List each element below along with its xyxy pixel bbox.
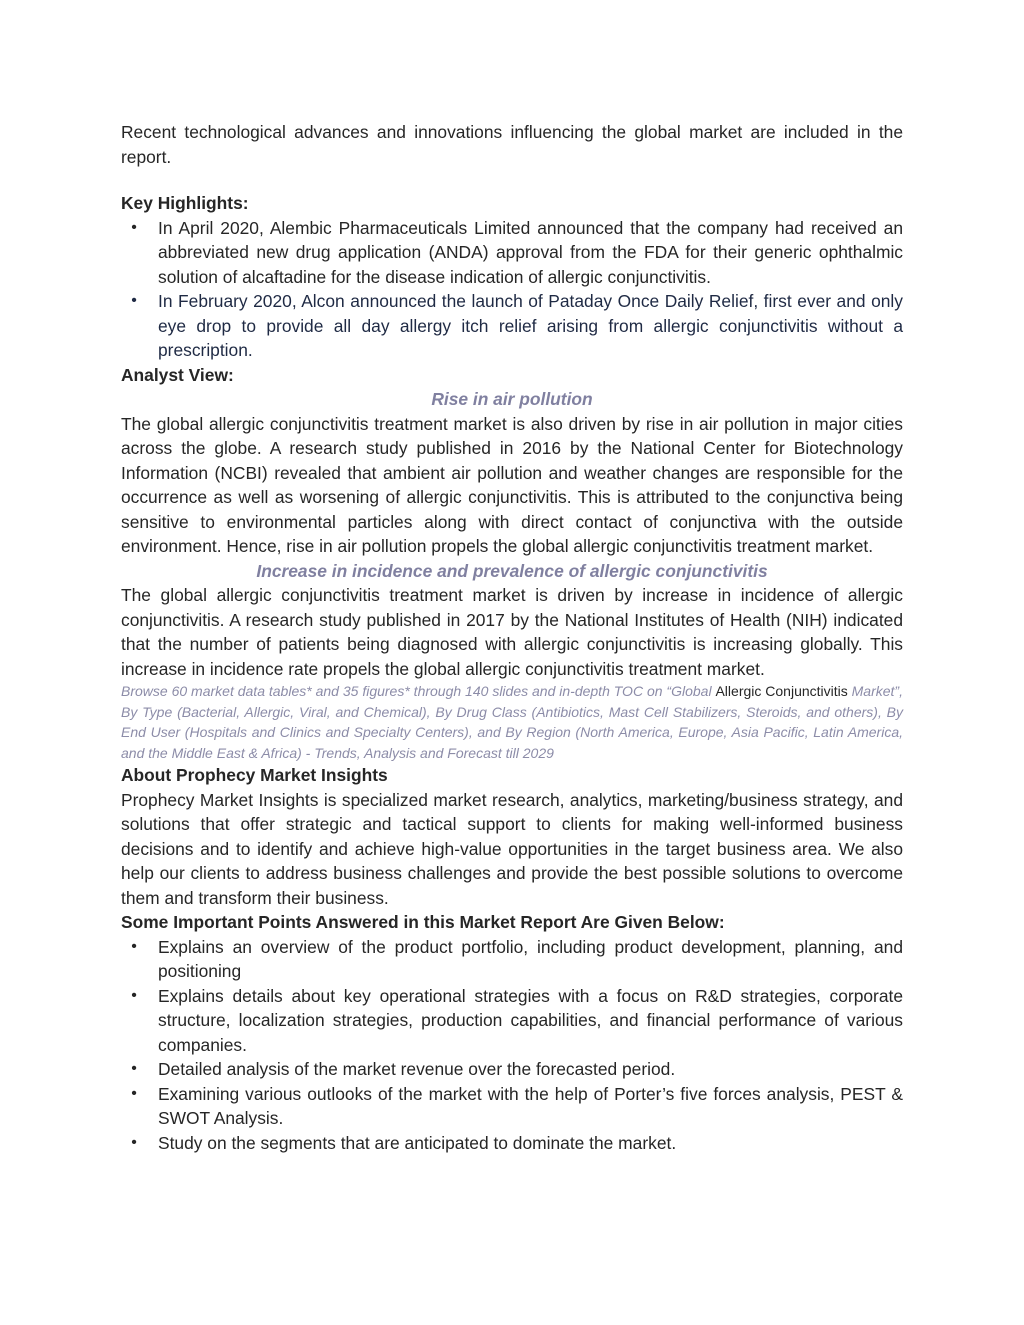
list-item-text: In April 2020, Alembic Pharmaceuticals Limited announced that the company had received an abbreviated new drug application (ANDA) approval from the FDA for their generic ophthalmic solution of alcaftadine for the disease indication of allergic conjunctivitis. bbox=[158, 217, 903, 287]
document-content bbox=[121, 120, 903, 1155]
list-item-text: In February 2020, Alcon announced the launch of Pataday Once Daily Relief, first ever and only eye drop to provide all day allergy itch relief arising from allergic conjunctivitis without a prescription. bbox=[158, 291, 903, 360]
bullet-icon: • bbox=[131, 1084, 137, 1102]
intro-paragraph: Recent technological advances and innovations influencing the global market are included in the report. bbox=[121, 122, 903, 167]
list-item-text: Explains an overview of the product portfolio, including product development, planning, and positioning bbox=[158, 936, 903, 981]
bullet-icon: • bbox=[131, 1133, 137, 1151]
browse-text-part1: Browse 60 market data tables* and 35 figures* through 140 slides and in-depth TOC on “Global bbox=[121, 683, 716, 699]
section-body-incidence: The global allergic conjunctivitis treatment market is driven by increase in incidence of allergic conjunctivitis. A research study published in 2017 by the National Institutes of Health (NIH) indicated that the number of patients being diagnosed with allergic conjunctivitis is increasing globally. This increase in incidence rate propels the global allergic conjunctivitis treatment market. bbox=[121, 585, 903, 679]
list-item bbox=[121, 1057, 903, 1082]
section-body-air-pollution: The global allergic conjunctivitis treatment market is also driven by rise in air pollution in major cities across the globe. A research study published in 2016 by the National Center for Biotechnology Information (NCBI) revealed that ambient air pollution and weather changes are responsible for the occurrence as well as worsening of allergic conjunctivitis. This is attributed to the conjunctiva being sensitive to environmental particles along with direct contact of conjunctiva with the outside environment. Hence, rise in air pollution propels the global allergic conjunctivitis treatment market. bbox=[121, 413, 903, 556]
important-points-list bbox=[121, 935, 903, 1156]
list-item-text: Detailed analysis of the market revenue over the forecasted period. bbox=[158, 1059, 676, 1079]
bullet-icon: • bbox=[131, 218, 137, 236]
browse-text-part3: Market”, By Type (Bacterial, Allergic, Viral, and Chemical), By Drug Class (Antibiotics, Mast Cell Stabilizers, Steroids, and others), By End User (Hospitals and Clinics and Specialty Centers), and By Region (North America, Europe, Asia Pacific, Latin America, and the Middle East & Africa) - Trends, Analysis and Forecast till 2029 bbox=[121, 683, 903, 761]
bullet-icon: • bbox=[131, 986, 137, 1004]
key-highlights-list bbox=[121, 216, 903, 363]
bullet-icon: • bbox=[131, 937, 137, 955]
list-item bbox=[121, 1131, 903, 1156]
analyst-view-heading: Analyst View: bbox=[121, 364, 234, 385]
list-item bbox=[121, 984, 903, 1058]
bullet-icon: • bbox=[131, 1060, 137, 1077]
list-item-text: Examining various outlooks of the market with the help of Porter’s five forces analysis, PEST & SWOT Analysis. bbox=[158, 1083, 903, 1128]
list-item bbox=[121, 289, 903, 363]
browse-report-note bbox=[121, 681, 903, 763]
list-item bbox=[121, 216, 903, 290]
browse-report-link: Allergic Conjunctivitis bbox=[715, 683, 848, 699]
section-title-air-pollution: Rise in air pollution bbox=[431, 389, 593, 409]
key-highlights-heading: Key Highlights: bbox=[121, 193, 249, 213]
list-item-text: Study on the segments that are anticipated to dominate the market. bbox=[158, 1132, 677, 1153]
list-item-text: Explains details about key operational strategies with a focus on R&D strategies, corporate structure, localization strategies, production capabilities, and financial performance of various companies. bbox=[158, 985, 903, 1055]
section-title-incidence: Increase in incidence and prevalence of allergic conjunctivitis bbox=[256, 560, 768, 581]
important-points-heading: Some Important Points Answered in this Market Report Are Given Below: bbox=[121, 912, 725, 932]
about-heading: About Prophecy Market Insights bbox=[121, 765, 388, 785]
bullet-icon: • bbox=[131, 292, 137, 309]
list-item bbox=[121, 1082, 903, 1131]
about-paragraph: Prophecy Market Insights is specialized market research, analytics, marketing/business strategy, and solutions that offer strategic and tactical support to clients for making well-informed business decisions and to identify and achieve high-value opportunities in the target business area. We also help our clients to address business challenges and provide the best possible solutions to overcome them and transform their business. bbox=[121, 789, 903, 908]
list-item bbox=[121, 935, 903, 984]
